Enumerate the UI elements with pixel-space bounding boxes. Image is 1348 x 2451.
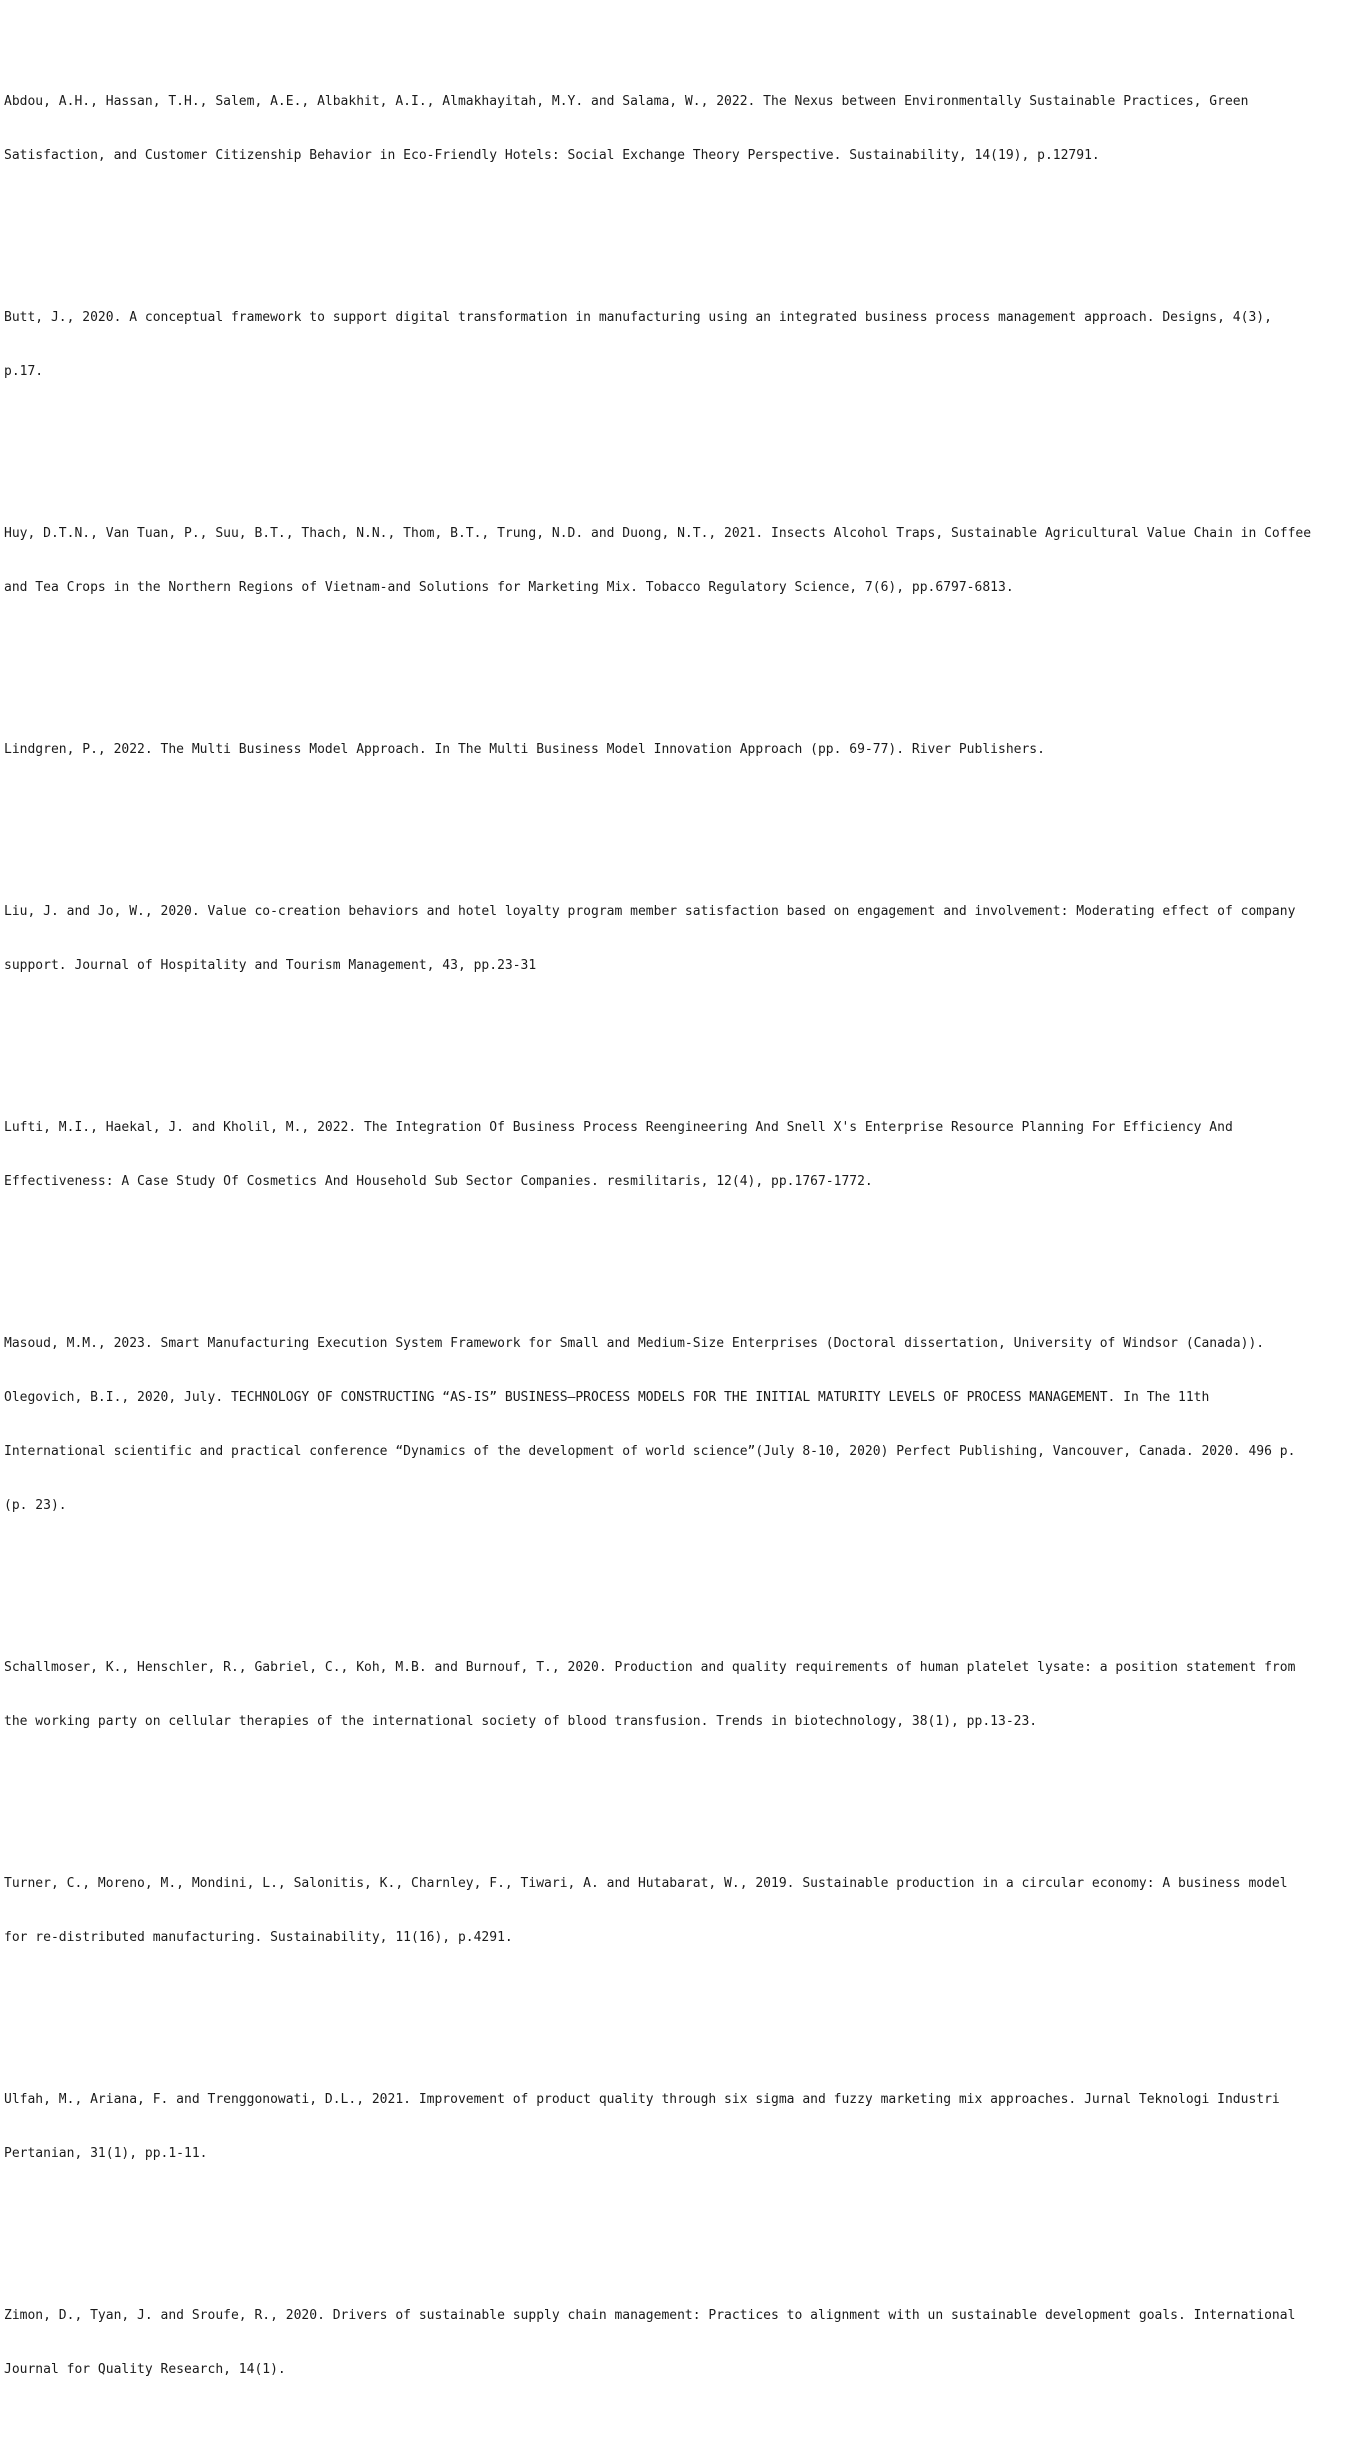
reference-entry-schallmoser (4, 1623, 1344, 1767)
reference-entry-huy (4, 489, 1344, 633)
reference-line: Journal for Quality Research, 14(1). (4, 2362, 286, 2377)
reference-line: p.17. (4, 364, 44, 379)
reference-line: Olegovich, B.I., 2020, July. TECHNOLOGY OF CONSTRUCTING “AS-IS” BUSINESS–PROCESS MODELS FOR THE INITIAL MATURITY LEVELS OF PROCESS MANAGEMENT. In The 11th (4, 1390, 1210, 1405)
reference-line: Lufti, M.I., Haekal, J. and Kholil, M., 2022. The Integration Of Business Process Reengineering And Snell X's Enterprise Resource Planning For Efficiency And (4, 1120, 1233, 1135)
reference-line: International scientific and practical conference “Dynamics of the development of world science”(July 8-10, 2020) Perfect Publishing, Vancouver, Canada. 2020. 496 p. (4, 1444, 1296, 1459)
reference-entry-ulfah (4, 2055, 1344, 2199)
reference-line: Effectiveness: A Case Study Of Cosmetics And Household Sub Sector Companies. resmilitaris, 12(4), pp.1767-1772. (4, 1174, 873, 1189)
reference-line: and Tea Crops in the Northern Regions of Vietnam-and Solutions for Marketing Mix. Tobacco Regulatory Science, 7(6), pp.6797-6813. (4, 580, 1014, 595)
reference-entry-turner (4, 1839, 1344, 1983)
reference-entry-lindgren (4, 705, 1344, 795)
reference-entry-masoud-olegovich (4, 1299, 1344, 1551)
reference-line: Huy, D.T.N., Van Tuan, P., Suu, B.T., Thach, N.N., Thom, B.T., Trung, N.D. and Duong, N.T., 2021. Insects Alcohol Traps, Sustainable Agricultural Value Chain in Coffee (4, 526, 1312, 541)
reference-line: Schallmoser, K., Henschler, R., Gabriel, C., Koh, M.B. and Burnouf, T., 2020. Production and quality requirements of human platelet lysate: a position statement from (4, 1660, 1296, 1675)
reference-line: Butt, J., 2020. A conceptual framework to support digital transformation in manufacturing using an integrated business process management approach. Designs, 4(3), (4, 310, 1272, 325)
reference-entry-lufti (4, 1083, 1344, 1227)
reference-line: Pertanian, 31(1), pp.1-11. (4, 2146, 208, 2161)
reference-line: Ulfah, M., Ariana, F. and Trenggonowati, D.L., 2021. Improvement of product quality through six sigma and fuzzy marketing mix approaches. Jurnal Teknologi Industri (4, 2092, 1280, 2107)
reference-line: support. Journal of Hospitality and Tourism Management, 43, pp.23-31 (4, 958, 537, 973)
reference-line: Liu, J. and Jo, W., 2020. Value co-creation behaviors and hotel loyalty program member satisfaction based on engagement and involvement: Moderating effect of company (4, 904, 1296, 919)
reference-entry-zimon (4, 2271, 1344, 2415)
reference-entry-butt (4, 273, 1344, 417)
reference-line: Turner, C., Moreno, M., Mondini, L., Salonitis, K., Charnley, F., Tiwari, A. and Hutabarat, W., 2019. Sustainable production in a circular economy: A business model (4, 1876, 1288, 1891)
reference-line: Zimon, D., Tyan, J. and Sroufe, R., 2020. Drivers of sustainable supply chain management: Practices to alignment with un sustainable development goals. International (4, 2308, 1296, 2323)
reference-line: the working party on cellular therapies of the international society of blood transfusion. Trends in biotechnology, 38(1), pp.13-23. (4, 1714, 1038, 1729)
reference-entry-liu (4, 867, 1344, 1011)
reference-line: Masoud, M.M., 2023. Smart Manufacturing Execution System Framework for Small and Medium-Size Enterprises (Doctoral dissertation, University of Windsor (Canada)). (4, 1336, 1265, 1351)
reference-line: Lindgren, P., 2022. The Multi Business Model Approach. In The Multi Business Model Innovation Approach (pp. 69-77). River Publishers. (4, 742, 1045, 757)
reference-line: Abdou, A.H., Hassan, T.H., Salem, A.E., Albakhit, A.I., Almakhayitah, M.Y. and Salama, W., 2022. The Nexus between Environmentally Sustainable Practices, Green (4, 94, 1249, 109)
reference-entry-abdou (4, 57, 1344, 201)
reference-list (4, 3, 1344, 2451)
reference-line: (p. 23). (4, 1498, 67, 1513)
reference-line: Satisfaction, and Customer Citizenship Behavior in Eco-Friendly Hotels: Social Exchange Theory Perspective. Sustainability, 14(19), p.12791. (4, 148, 1100, 163)
reference-line: for re-distributed manufacturing. Sustainability, 11(16), p.4291. (4, 1930, 513, 1945)
